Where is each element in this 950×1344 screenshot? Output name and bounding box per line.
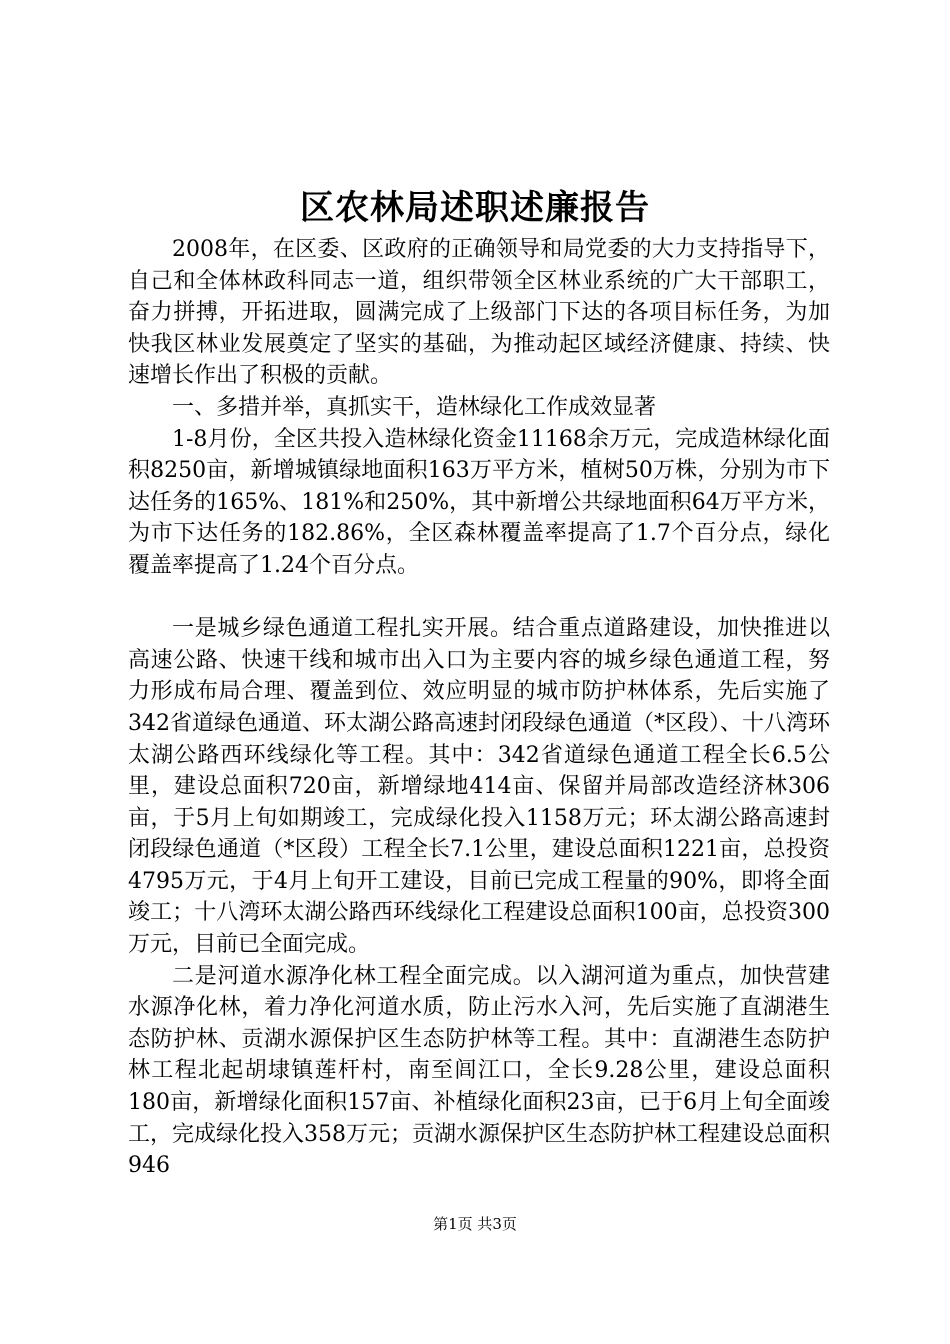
section-heading: 一、多措并举，真抓实干，造林绿化工作成效显著 <box>172 394 657 420</box>
document-title: 区农林局述职述廉报告 <box>300 188 650 228</box>
river-forest-paragraph: 二是河道水源净化林工程全面完成。以入湖河道为重点，加快营建水源净化林，着力净化河道水质，防止污水入河，先后实施了直湖港生态防护林、贡湖水源保护区生态防护林等工程。其中：直湖港生态防护林工程北起胡埭镇莲杆村，南至闾江口，全长9.28公里，建设总面积180亩，新增绿化面积157亩、补植绿化面积23亩，已于6月上旬全面竣工，完成绿化投入358万元；贡湖水源保护区生态防护林工程建设总面积946 <box>128 963 830 1179</box>
page-footer: 第1页 共3页 <box>433 1215 517 1233</box>
summary-paragraph: 1-8月份，全区共投入造林绿化资金11168余万元，完成造林绿化面积8250亩，新增城镇绿地面积163万平方米，植树50万株，分别为市下达任务的165%、181%和250%，其中新增公共绿地面积64万平方米，为市下达任务的182.86%，全区森林覆盖率提高了1.7个百分点，绿化覆盖率提高了1.24个百分点。 <box>128 426 830 578</box>
intro-paragraph: 2008年，在区委、区政府的正确领导和局党委的大力支持指导下，自己和全体林政科同志一道，组织带领全区林业系统的广大干部职工，奋力拼搏，开拓进取，圆满完成了上级部门下达的各项目标任务，为加快我区林业发展奠定了坚实的基础，为推动起区域经济健康、持续、快速增长作出了积极的贡献。 <box>128 237 830 389</box>
green-corridor-paragraph: 一是城乡绿色通道工程扎实开展。结合重点道路建设，加快推进以高速公路、快速干线和城市出入口为主要内容的城乡绿色通道工程，努力形成布局合理、覆盖到位、效应明显的城市防护林体系，先后实施了342省道绿色通道、环太湖公路高速封闭段绿色通道（*区段）、十八湾环太湖公路西环线绿化等工程。其中：342省道绿色通道工程全长6.5公里，建设总面积720亩，新增绿地414亩、保留并局部改造经济林306亩，于5月上旬如期竣工，完成绿化投入1158万元；环太湖公路高速封闭段绿色通道（*区段）工程全长7.1公里，建设总面积1221亩，总投资4795万元，于4月上旬开工建设，目前已完成工程量的90%，即将全面竣工；十八湾环太湖公路西环线绿化工程建设总面积100亩，总投资300万元，目前已全面完成。 <box>128 616 830 958</box>
paragraph-spacer <box>128 582 830 614</box>
document-body <box>128 234 830 1182</box>
